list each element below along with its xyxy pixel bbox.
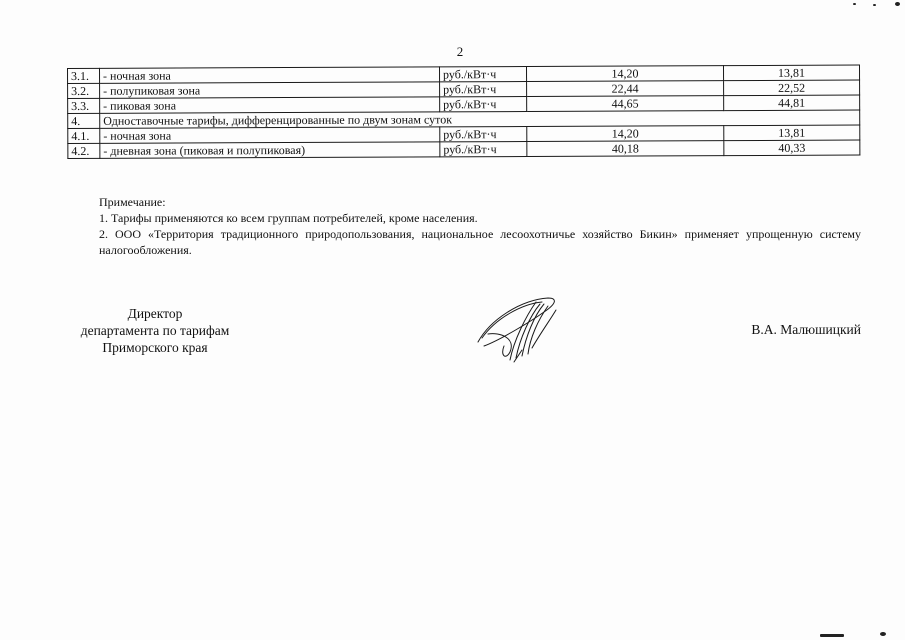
- scan-speck: [895, 2, 900, 6]
- tariff-value-cell: 13,81: [724, 125, 860, 141]
- tariff-value-cell: 44,81: [724, 95, 860, 111]
- row-number-cell: 3.2.: [68, 83, 100, 98]
- note-item-1: 1. Тарифы применяются ко всем группам потребителей, кроме населения.: [99, 211, 478, 225]
- tariff-value-cell: 13,81: [723, 65, 859, 81]
- section-heading-cell: Одноставочные тарифы, дифференцированные по двум зонам суток: [100, 110, 860, 128]
- tariff-table: [67, 65, 860, 159]
- table-row: [68, 140, 860, 158]
- notes-section: [99, 194, 861, 258]
- unit-cell: руб./кВт·ч: [440, 81, 527, 96]
- scan-speck: [853, 3, 856, 5]
- row-number-cell: 4.1.: [68, 128, 100, 143]
- tariff-value-cell: 22,44: [527, 81, 724, 97]
- row-number-cell: 4.2.: [68, 143, 100, 158]
- unit-cell: руб./кВт·ч: [439, 66, 526, 81]
- row-number-cell: 4.: [68, 113, 100, 128]
- scan-speck: [873, 4, 876, 6]
- signatory-title-line: Директор: [127, 306, 183, 321]
- page-number: 2: [456, 44, 464, 59]
- zone-name-cell: - ночная зона: [100, 127, 440, 143]
- signatory-title-line: Приморского края: [102, 340, 208, 355]
- row-number-cell: 3.1.: [68, 68, 100, 83]
- signatory-title: [60, 305, 250, 356]
- handwritten-signature: [470, 290, 570, 370]
- unit-cell: руб./кВт·ч: [440, 96, 527, 111]
- tariff-value-cell: 44,65: [527, 96, 724, 112]
- tariff-value-cell: 40,33: [724, 140, 860, 156]
- unit-cell: руб./кВт·ч: [440, 126, 527, 141]
- zone-name-cell: - дневная зона (пиковая и полупиковая): [100, 142, 440, 158]
- scan-speck: [820, 634, 844, 637]
- tariff-value-cell: 14,20: [527, 126, 724, 142]
- tariff-value-cell: 14,20: [526, 66, 723, 82]
- unit-cell: руб./кВт·ч: [440, 141, 527, 156]
- zone-name-cell: - пиковая зона: [100, 97, 440, 113]
- zone-name-cell: - ночная зона: [100, 67, 440, 83]
- signatory-title-line: департамента по тарифам: [80, 323, 230, 338]
- row-number-cell: 3.3.: [68, 98, 100, 113]
- tariff-table-body: [68, 65, 860, 158]
- tariff-value-cell: 22,52: [724, 80, 860, 96]
- note-item-2: 2. ООО «Территория традиционного природопользования, национальное лесоохотничье хозяйство Бикин» применяет упрощенную систему налогообложения.: [99, 227, 861, 257]
- tariff-value-cell: 40,18: [527, 141, 724, 157]
- zone-name-cell: - полупиковая зона: [100, 82, 440, 98]
- notes-heading: Примечание:: [99, 195, 166, 209]
- signer-name: В.А. Малюшицкий: [751, 322, 861, 337]
- scan-speck: [880, 632, 886, 636]
